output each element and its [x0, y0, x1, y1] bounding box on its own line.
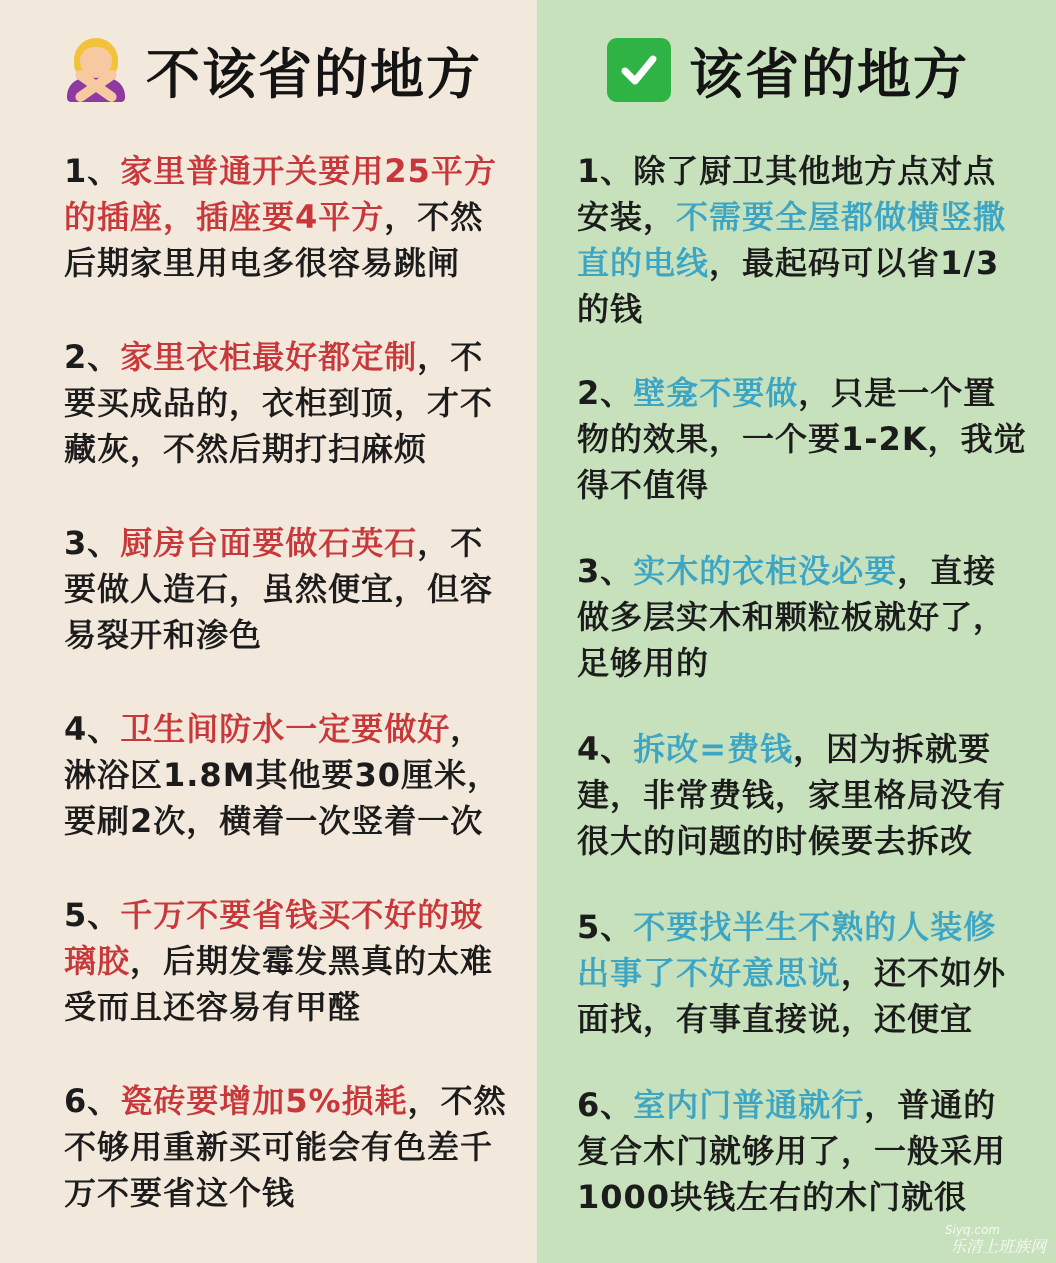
- person-crossing-arms-icon: [64, 38, 128, 102]
- left-header: [64, 30, 482, 110]
- left-item-2: 2、家里衣柜最好都定制，不要买成品的，衣柜到顶，才不藏灰，不然后期打扫麻烦: [64, 338, 494, 468]
- right-item-1: 1、除了厨卫其他地方点对点安装，不需要全屋都做横竖撒直的电线，最起码可以省1/3的钱: [577, 152, 1007, 328]
- left-item-4: 4、卫生间防水一定要做好，淋浴区1.8M其他要30厘米，要刷2次，横着一次竖着一次: [64, 710, 501, 840]
- watermark-text: 乐清上班族网: [949, 1237, 1046, 1256]
- right-item-4: 4、拆改=费钱，因为拆就要建，非常费钱，家里格局没有很大的问题的时候要去拆改: [577, 730, 1007, 860]
- right-column: [537, 0, 1056, 1263]
- right-title: 该省的地方: [689, 42, 969, 106]
- right-item-2: 2、壁龛不要做，只是一个置物的效果，一个要1-2K，我觉得不值得: [577, 374, 1027, 504]
- right-item-6: 6、室内门普通就行，普通的复合木门就够用了，一般采用1000块钱左右的木门就很: [577, 1086, 1007, 1216]
- left-item-6: 6、瓷砖要增加5%损耗，不然不够用重新买可能会有色差千万不要省这个钱: [64, 1082, 507, 1212]
- right-header: [607, 30, 969, 110]
- right-item-5: 5、不要找半生不熟的人装修出事了不好意思说，还不如外面找，有事直接说，还便宜: [577, 908, 1007, 1038]
- left-item-1: 1、家里普通开关要用25平方的插座，插座要4平方，不然后期家里用电多很容易跳闸: [64, 152, 497, 282]
- left-title: 不该省的地方: [146, 42, 482, 106]
- left-item-3: 3、厨房台面要做石英石，不要做人造石，虽然便宜，但容易裂开和渗色: [64, 524, 494, 654]
- check-mark-icon: [607, 38, 671, 102]
- left-item-5: 5、千万不要省钱买不好的玻璃胶，后期发霉发黑真的太难受而且还容易有甲醛: [64, 896, 494, 1026]
- right-item-3: 3、实木的衣柜没必要，直接做多层实木和颗粒板就好了，足够用的: [577, 552, 1007, 682]
- watermark-logo: Siyq.com: [944, 1223, 1000, 1237]
